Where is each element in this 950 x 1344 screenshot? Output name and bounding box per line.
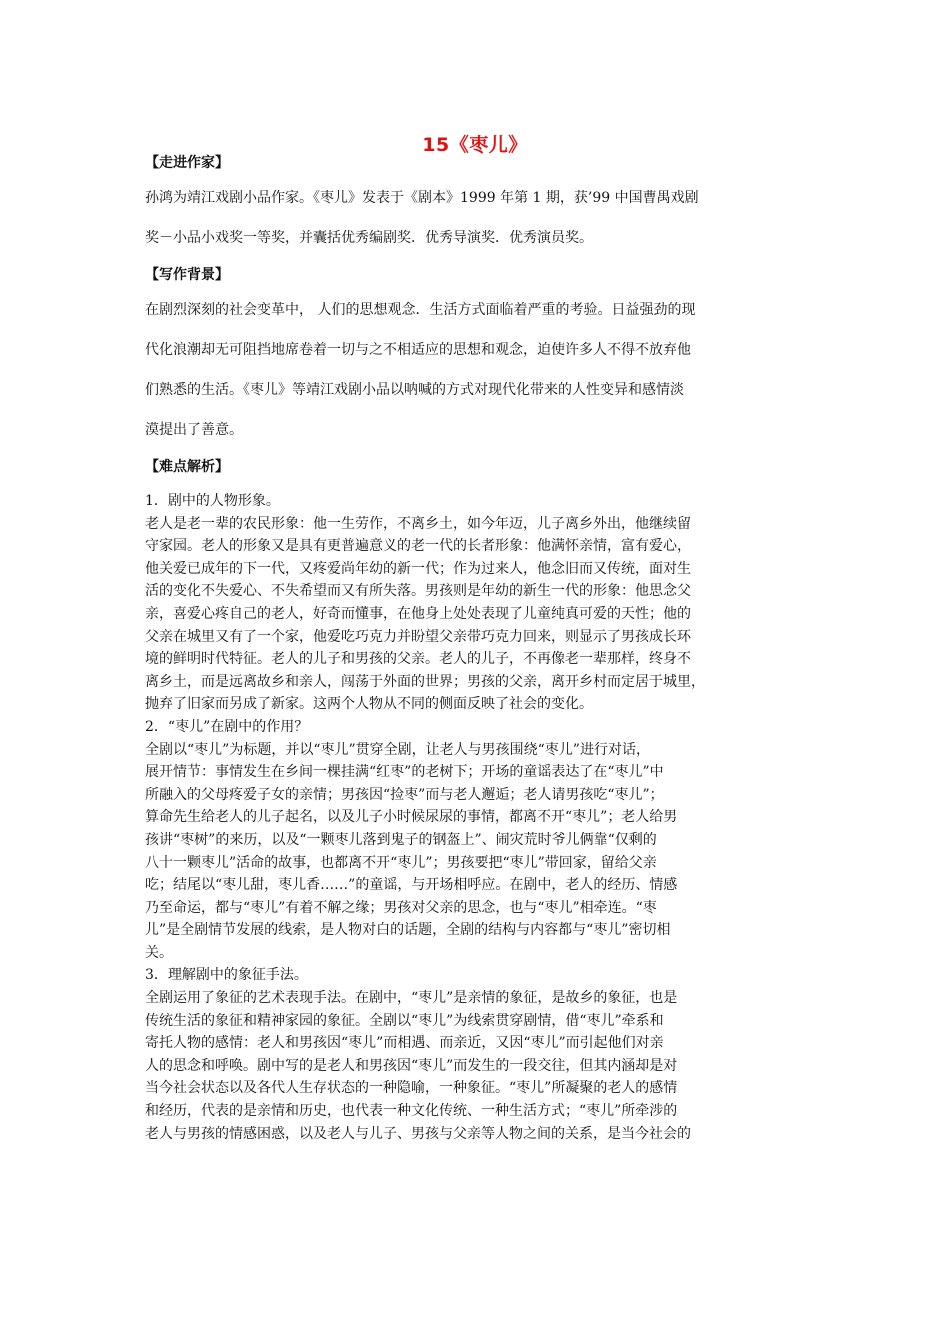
document-title: 15《枣儿》 [422,134,528,156]
paragraph-line: 所融入的父母疼爱子女的亲情；男孩因“捡枣”而与老人邂逅；老人请男孩吃“枣儿”； [145,786,664,803]
paragraph-line: 活的变化不失爱心、不失希望而又有所失落。男孩则是年幼的新生一代的形象：他思念父 [145,583,691,600]
section-background-text [145,290,805,450]
paragraph-line: 老人与男孩的情感困惑，以及老人与儿子、男孩与父亲等人物之间的关系，是当今社会的 [145,1125,691,1142]
paragraph-line: 守家园。老人的形象又是具有更普遍意义的老一代的长者形象：他满怀亲情，富有爱心， [145,538,691,555]
paragraph-line: 当今社会状态以及各代人生存状态的一种隐喻，一种象征。“枣儿”所凝聚的老人的感情 [145,1080,678,1097]
paragraph-line: 儿”是全剧情节发展的线索，是人物对白的话题，全剧的结构与内容都与“枣儿”密切相 [145,922,671,939]
paragraph-line: 人的思念和呼唤。剧中写的是老人和男孩因“枣儿”而发生的一段交往，但其内涵却是对 [145,1057,678,1074]
paragraph-line: 展开情节：事情发生在乡间一棵挂满“红枣”的老树下；开场的童谣表达了在“枣儿”中 [145,764,664,781]
paragraph-line: 算命先生给老人的儿子起名，以及儿子小时候尿尿的事情，都离不开“枣儿”；老人给男 [145,809,678,826]
paragraph-line: 亲，喜爱心疼自己的老人，好奇而懂事，在他身上处处表现了儿童纯真可爱的天性；他的 [145,605,691,622]
paragraph-line: 全剧运用了象征的艺术表现手法。在剧中，“枣儿”是亲情的象征，是故乡的象征，也是 [145,990,678,1007]
section-heading-background: 【写作背景】 [145,267,229,283]
paragraph-line: 父亲在城里又有了一个家，他爱吃巧克力并盼望父亲带巧克力回来，则显示了男孩成长环 [145,628,691,645]
paragraph-line: 和经历，代表的是亲情和历史，也代表一种文化传统、一种生活方式；“枣儿”所牵涉的 [145,1103,678,1120]
paragraph-line: 抛弃了旧家而另成了新家。这两个人物从不同的侧面反映了社会的变化。 [145,696,593,713]
paragraph-line: 们熟悉的生活。《枣儿》等靖江戏剧小品以呐喊的方式对现代化带来的人性变异和感情淡 [145,382,684,398]
document-body [145,148,805,1145]
paragraph-line: 八十一颗枣儿”活命的故事，也都离不开“枣儿”；男孩要把“枣儿”带回家，留给父亲 [145,854,657,871]
paragraph-line: 3．理解剧中的象征手法。 [145,967,308,984]
paragraph-line: 老人是老一辈的农民形象：他一生劳作，不离乡土，如今年迈，儿子离乡外出，他继续留 [145,515,691,532]
section-author-text [145,178,805,258]
paragraph-line: 他关爱已成年的下一代，又疼爱尚年幼的新一代；作为过来人，他念旧而又传统，面对生 [145,560,691,577]
paragraph-line: 传统生活的象征和精神家园的象征。全剧以“枣儿”为线索贯穿剧情，借“枣儿”牵系和 [145,1012,664,1029]
section-heading-author: 【走进作家】 [145,155,229,171]
paragraph-line: 在剧烈深刻的社会变革中， 人们的思想观念．生活方式面临着严重的考验。日益强劲的现 [145,302,696,318]
paragraph-line: 乃至命运，都与“枣儿”有着不解之缘；男孩对父亲的思念，也与“枣儿”相牵连。“枣 [145,899,657,916]
paragraph-line: 漠提出了善意。 [145,422,243,438]
paragraph-line: 寄托人物的感情：老人和男孩因“枣儿”而相遇、而亲近，又因“枣儿”而引起他们对亲 [145,1035,664,1052]
paragraph-line: 1．剧中的人物形象。 [145,493,280,509]
paragraph-line: 全剧以“枣儿”为标题，并以“枣儿”贯穿全剧，让老人与男孩围绕“枣儿”进行对话， [145,741,650,758]
section-analysis-text [145,490,805,1145]
paragraph-line: 关。 [145,944,173,961]
paragraph-line: 境的鲜明时代特征。老人的儿子和男孩的父亲。老人的儿子，不再像老一辈那样，终身不 [145,651,691,668]
paragraph-line: 孙鸿为靖江戏剧小品作家。《枣儿》发表于《剧本》1999 年第 1 期，获’99 中国曹禺戏剧 [145,190,699,206]
paragraph-line: 孩讲“枣树”的来历，以及“一颗枣儿落到鬼子的钢盔上”、闹灾荒时爷儿俩靠“仅剩的 [145,831,657,848]
paragraph-line: 吃；结尾以“枣儿甜，枣儿香……”的童谣，与开场相呼应。在剧中，老人的经历、情感 [145,877,678,894]
paragraph-line: 奖－小品小戏奖一等奖，并囊括优秀编剧奖．优秀导演奖．优秀演员奖。 [145,230,593,246]
paragraph-line: 离乡土，而是远离故乡和亲人，闯荡于外面的世界；男孩的父亲，离开乡村而定居于城里， [145,673,705,690]
paragraph-line: 代化浪潮却无可阻挡地席卷着一切与之不相适应的思想和观念，迫使许多人不得不放弃他 [145,342,691,358]
paragraph-line: 2．“枣儿”在剧中的作用？ [145,718,309,735]
section-heading-analysis: 【难点解析】 [145,459,229,475]
